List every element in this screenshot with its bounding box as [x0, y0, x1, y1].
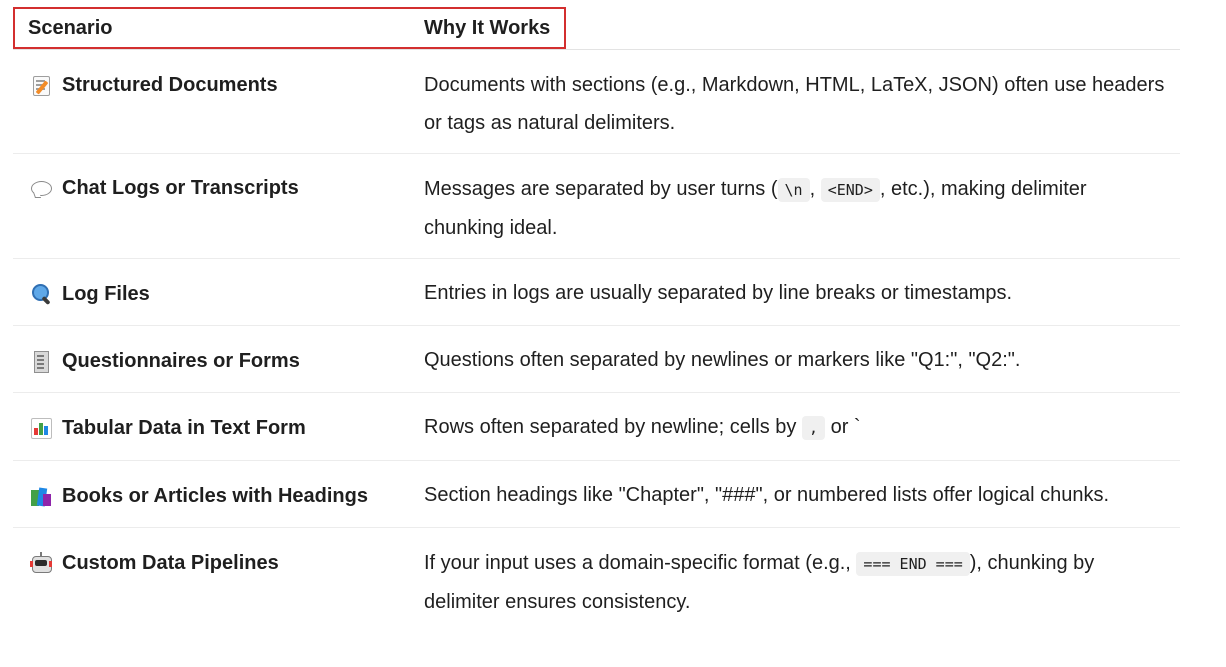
column-header-scenario: Scenario [28, 17, 113, 39]
why-text: , [809, 178, 816, 200]
why-cell [424, 544, 1180, 621]
why-text: Rows often separated by newline; cells by [424, 416, 797, 438]
why-cell [424, 408, 1180, 447]
why-text-line [424, 170, 1180, 209]
why-text: Messages are separated by user turns ( [424, 178, 778, 200]
why-cell [424, 66, 1180, 142]
scenario-cell [30, 174, 299, 202]
table-header-row [13, 0, 1180, 50]
speech-bubble-icon [30, 177, 52, 199]
why-cell [424, 274, 1180, 312]
table-row [13, 326, 1180, 393]
code-end-marker: === END === [856, 552, 969, 576]
scenario-cell [30, 414, 306, 442]
why-text-line: chunking ideal. [424, 217, 558, 239]
table-row [13, 50, 1180, 154]
why-text-line [424, 544, 1180, 583]
why-text-line: Questions often separated by newlines or markers like "Q1:", "Q2:". [424, 349, 1021, 371]
why-text-line [424, 408, 1180, 447]
why-cell [424, 476, 1180, 514]
table-row [13, 461, 1180, 528]
scenario-label: Structured Documents [62, 74, 278, 96]
code-comma: , [802, 416, 825, 440]
scenario-label: Log Files [62, 283, 150, 305]
scenario-cell [30, 71, 278, 99]
table-row [13, 259, 1180, 326]
receipt-icon [30, 350, 52, 372]
code-end-tag: <END> [821, 178, 880, 202]
why-text: or ` [830, 416, 861, 438]
why-text-line: Documents with sections (e.g., Markdown, HTML, LaTeX, JSON) often use headers [424, 74, 1165, 96]
scenario-cell [30, 280, 150, 308]
code-newline: \n [778, 178, 810, 202]
table-row [13, 154, 1180, 259]
why-text: ), chunking by [969, 552, 1095, 574]
bar-chart-icon [30, 417, 52, 439]
scenario-cell [30, 482, 368, 510]
magnifier-icon [30, 283, 52, 305]
table-row [13, 393, 1180, 461]
scenario-label: Chat Logs or Transcripts [62, 177, 299, 199]
robot-icon [30, 552, 52, 574]
why-text-line: or tags as natural delimiters. [424, 112, 676, 134]
why-text: If your input uses a domain-specific format (e.g., [424, 552, 851, 574]
why-cell [424, 170, 1180, 247]
why-text-line: Section headings like "Chapter", "###", or numbered lists offer logical chunks. [424, 484, 1110, 506]
scenario-label: Books or Articles with Headings [62, 485, 368, 507]
column-header-why-it-works: Why It Works [424, 17, 551, 39]
memo-icon [30, 74, 52, 96]
why-text-line: delimiter ensures consistency. [424, 591, 691, 613]
books-icon [30, 485, 52, 507]
scenario-cell [30, 549, 279, 577]
scenario-label: Tabular Data in Text Form [62, 417, 306, 439]
why-text: , etc.), making delimiter [879, 178, 1087, 200]
scenario-label: Custom Data Pipelines [62, 552, 279, 574]
scenario-cell [30, 347, 300, 375]
scenario-table [13, 0, 1180, 633]
why-cell [424, 341, 1180, 379]
why-text-line: Entries in logs are usually separated by line breaks or timestamps. [424, 282, 1013, 304]
table-row [13, 528, 1180, 633]
scenario-label: Questionnaires or Forms [62, 350, 300, 372]
